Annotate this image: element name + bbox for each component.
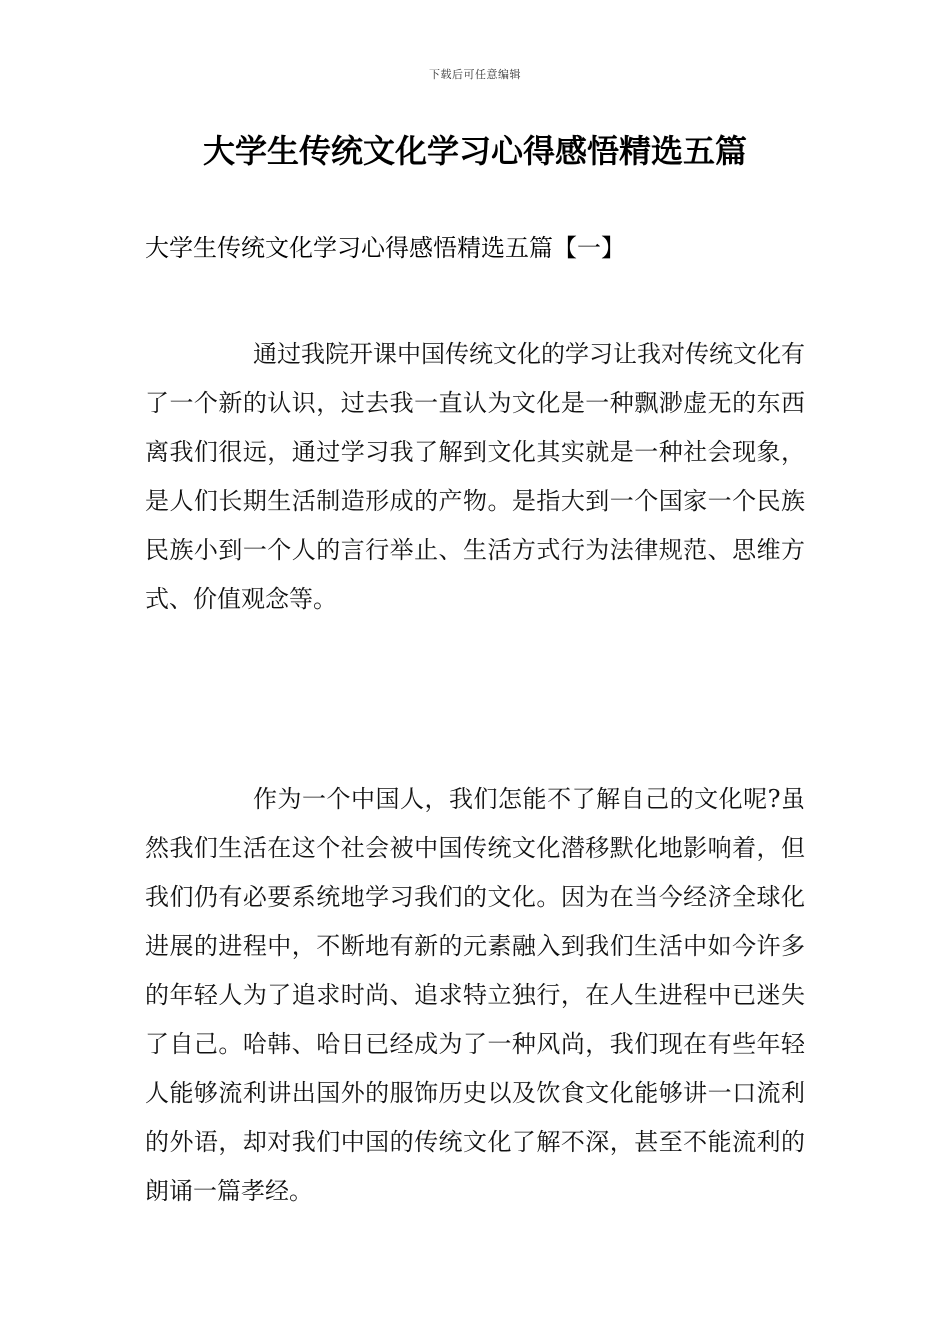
paragraph-1: 通过我院开课中国传统文化的学习让我对传统文化有了一个新的认识，过去我一直认为文化是一种飘渺虚无的东西离我们很远，通过学习我了解到文化其实就是一种社会现象，是人们长期生活制造形成的产物。是指大到一个国家一个民族民族小到一个人的言行举止、生活方式行为法律规范、思维方式、价值观念等。	[145, 340, 805, 613]
paragraph-2: 作为一个中国人，我们怎能不了解自己的文化呢?虽然我们生活在这个社会被中国传统文化潜移默化地影响着，但我们仍有必要系统地学习我们的文化。因为在当今经济全球化进展的进程中，不断地有新的元素融入到我们生活中如今许多的年轻人为了追求时尚、追求特立独行，在人生进程中已迷失了自己。哈韩、哈日已经成为了一种风尚，我们现在有些年轻人能够流利讲出国外的服饰历史以及饮食文化能够讲一口流利的外语，却对我们中国的传统文化了解不深，甚至不能流利的朗诵一篇孝经。	[145, 785, 805, 1205]
header-note: 下载后可任意编辑	[429, 68, 521, 81]
document-title: 大学生传统文化学习心得感悟精选五篇	[202, 132, 747, 170]
section-heading: 大学生传统文化学习心得感悟精选五篇【一】	[145, 234, 625, 262]
